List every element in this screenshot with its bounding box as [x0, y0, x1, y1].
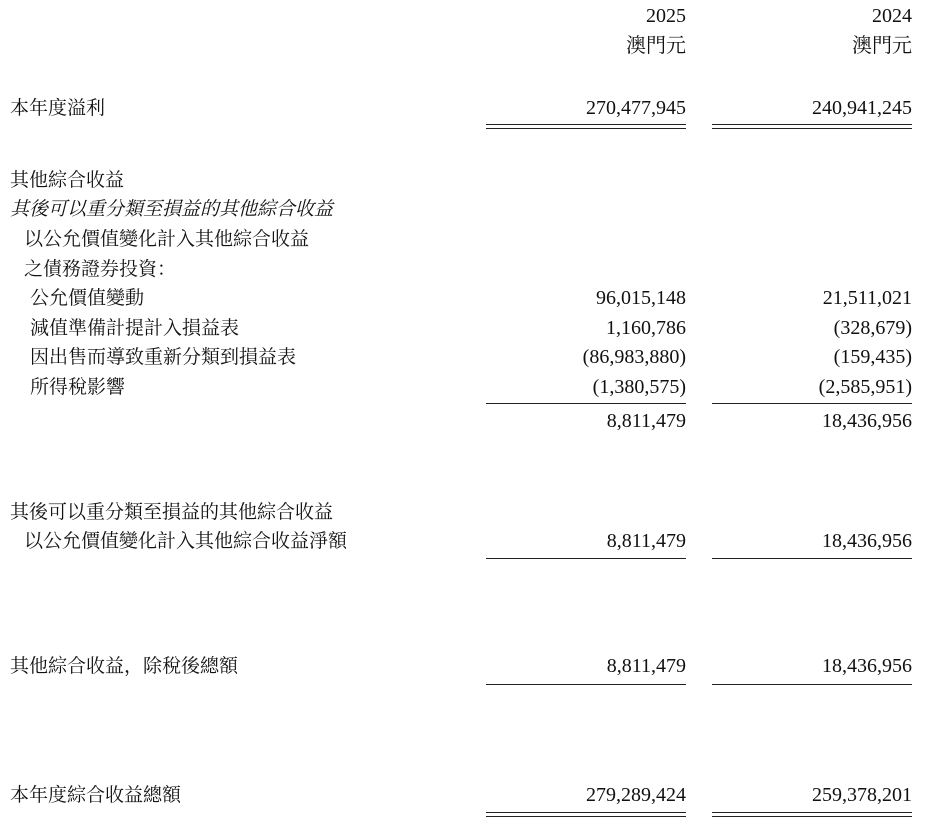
year-prior-header: 2024 — [872, 5, 912, 27]
rule — [486, 558, 686, 559]
oci-net-label: 其他綜合收益，除稅後總額 — [10, 655, 239, 677]
rule — [712, 128, 912, 129]
rule — [712, 558, 912, 559]
rule — [486, 684, 686, 685]
impairment-prior: (328,679) — [833, 317, 912, 339]
fv-change-prior: 21,511,021 — [822, 287, 912, 309]
net-reclass-label: 以公允價值變化計入其他綜合收益淨額 — [24, 530, 348, 552]
net-reclass-prior: 18,436,956 — [822, 530, 912, 552]
reclass-sale-label: 因出售而導致重新分類到損益表 — [30, 346, 297, 368]
rule — [712, 124, 912, 125]
total-label: 本年度綜合收益總額 — [10, 784, 182, 806]
net-reclass-current: 8,811,479 — [606, 530, 686, 552]
total-prior: 259,378,201 — [812, 784, 912, 806]
reclass-sale-prior: (159,435) — [833, 346, 912, 368]
currency-prior-header: 澳門元 — [852, 35, 912, 57]
oci-title: 其他綜合收益 — [10, 169, 125, 191]
rule — [712, 816, 912, 817]
currency-current-header: 澳門元 — [626, 35, 686, 57]
reclass-title: 其後可以重分類至損益的其他綜合收益 — [10, 198, 334, 220]
rule — [486, 403, 686, 404]
subtotal-current: 8,811,479 — [606, 410, 686, 432]
oci-net-prior: 18,436,956 — [822, 655, 912, 677]
rule — [712, 812, 912, 813]
rule — [486, 128, 686, 129]
profit-prior: 240,941,245 — [812, 97, 912, 119]
oci-net-current: 8,811,479 — [606, 655, 686, 677]
subtotal-prior: 18,436,956 — [822, 410, 912, 432]
tax-effect-current: (1,380,575) — [592, 376, 686, 398]
rule — [486, 812, 686, 813]
fvoci-line1: 以公允價值變化計入其他綜合收益 — [24, 228, 310, 250]
profit-current: 270,477,945 — [586, 97, 686, 119]
fvoci-line2: 之債務證券投資： — [24, 258, 177, 280]
tax-effect-label: 所得稅影響 — [30, 376, 126, 398]
impairment-label: 減值準備計提計入損益表 — [30, 317, 240, 339]
rule — [486, 816, 686, 817]
total-current: 279,289,424 — [586, 784, 686, 806]
rule — [712, 684, 912, 685]
rule — [712, 403, 912, 404]
profit-label: 本年度溢利 — [10, 97, 106, 119]
impairment-current: 1,160,786 — [606, 317, 686, 339]
tax-effect-prior: (2,585,951) — [818, 376, 912, 398]
rule — [486, 124, 686, 125]
year-current-header: 2025 — [646, 5, 686, 27]
fv-change-label: 公允價值變動 — [30, 287, 145, 309]
net-reclass-line1: 其後可以重分類至損益的其他綜合收益 — [10, 501, 334, 523]
fv-change-current: 96,015,148 — [596, 287, 686, 309]
reclass-sale-current: (86,983,880) — [582, 346, 686, 368]
